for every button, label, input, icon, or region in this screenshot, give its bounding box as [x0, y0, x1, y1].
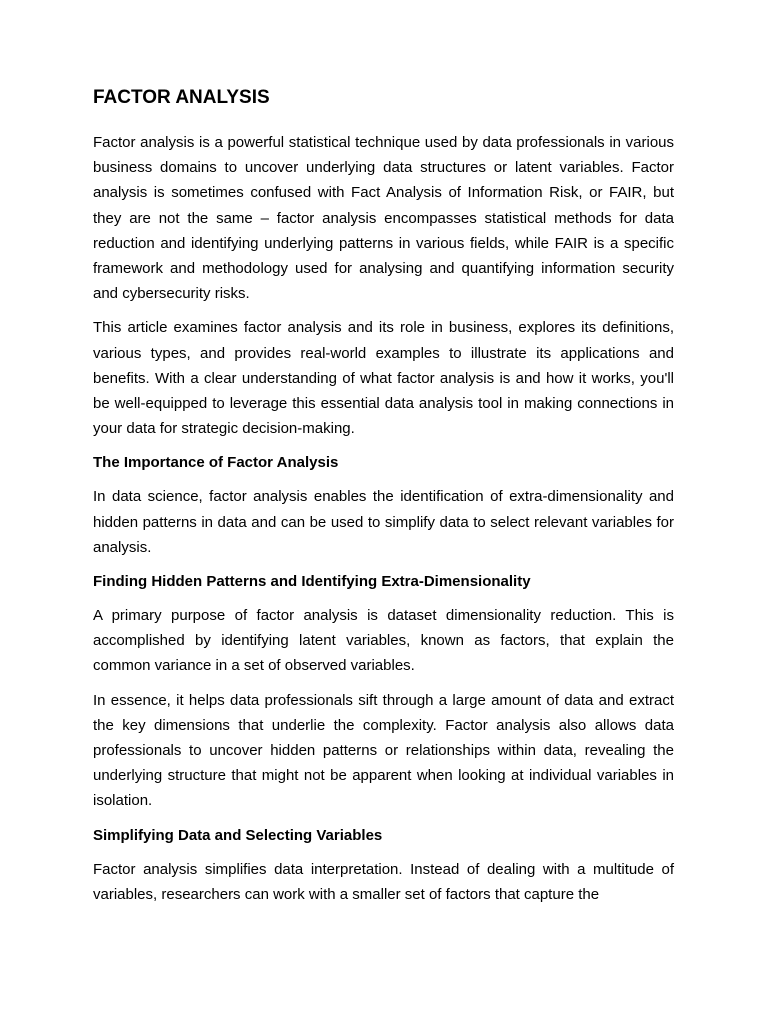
paragraph-article-overview: This article examines factor analysis and its role in business, explores its definitions, various types, and provides real-world examples to illustrate its applications and benefits. With a clear understanding of what factor analysis is and how it works, you'll be well-equipped to leverage this essential data analysis tool in making connections in your data for strategic decision-making.	[93, 319, 674, 438]
section-heading-hidden-patterns: Finding Hidden Patterns and Identifying Extra-Dimensionality	[93, 573, 531, 591]
paragraph-dimensionality: A primary purpose of factor analysis is dataset dimensionality reduction. This is accomplished by identifying latent variables, known as factors, that explain the common variance in a set of observed variables.	[93, 607, 674, 675]
document-title: FACTOR ANALYSIS	[93, 87, 270, 108]
section-heading-simplifying: Simplifying Data and Selecting Variables	[93, 826, 383, 844]
paragraph-simplifying: Factor analysis simplifies data interpretation. Instead of dealing with a multitude of variables, researchers can work with a smaller set of factors that capture the	[93, 860, 674, 903]
section-heading-importance: The Importance of Factor Analysis	[93, 454, 339, 472]
paragraph-essence: In essence, it helps data professionals sift through a large amount of data and extract the key dimensions that underlie the complexity. Factor analysis also allows data professionals to uncover hidden patterns or relationships within data, revealing the underlying structure that might not be apparent when looking at individual variables in isolation.	[93, 691, 674, 810]
paragraph-intro: Factor analysis is a powerful statistical technique used by data professionals in various business domains to uncover underlying data structures or latent variables. Factor analysis is sometimes confused with Fact Analysis of Information Risk, or FAIR, but they are not the same – factor analysis encompasses statistical methods for data reduction and identifying underlying patterns in various fields, while FAIR is a specific framework and methodology used for analysing and quantifying information security and cybersecurity risks.	[93, 134, 674, 303]
paragraph-importance: In data science, factor analysis enables the identification of extra-dimensionality and hidden patterns in data and can be used to simplify data to select relevant variables for analysis.	[93, 488, 674, 556]
document-page	[93, 84, 674, 916]
